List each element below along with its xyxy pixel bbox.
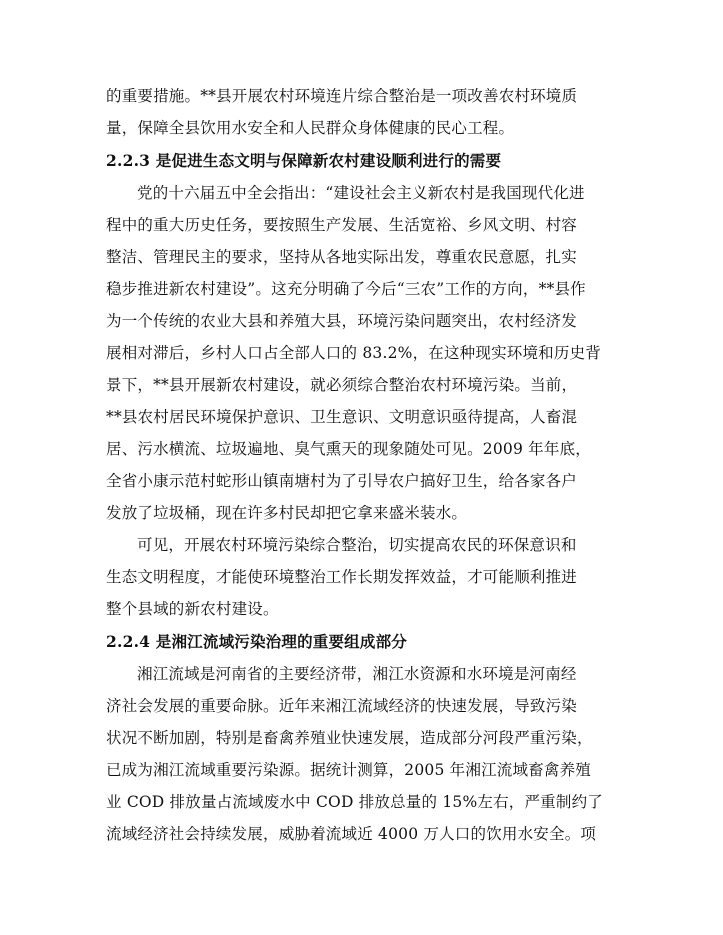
- section-number: 2.2.3: [106, 151, 151, 170]
- body-text-line: 业 COD 排放量占流域废水中 COD 排放总量的 15%左右，严重制约了: [106, 793, 603, 811]
- body-text-line: 的重要措施。**县开展农村环境连片综合整治是一项改善农村环境质: [106, 87, 578, 105]
- body-text-line: 已成为湘江流域重要污染源。据统计测算，2005 年湘江流域畜禽养殖: [106, 761, 591, 779]
- section-number: 2.2.4: [106, 632, 151, 651]
- body-text-line: **县农村居民环境保护意识、卫生意识、文明意识亟待提高，人畜混: [106, 408, 578, 426]
- body-text-line: 为一个传统的农业大县和养殖大县，环境污染问题突出，农村经济发: [106, 312, 578, 330]
- body-text-line: 状况不断加剧，特别是畜禽养殖业快速发展，造成部分河段严重污染，: [106, 729, 593, 747]
- body-text-line: 流域经济社会持续发展，威胁着流域近 4000 万人口的饮用水安全。项: [106, 825, 597, 843]
- section-heading-2-2-4: [106, 632, 407, 652]
- body-text-line: 湘江流域是河南省的主要经济带，湘江水资源和水环境是河南经: [137, 665, 577, 683]
- body-text-line: 景下，**县开展新农村建设，就必须综合整治农村环境污染。当前，: [106, 376, 578, 394]
- body-text-line: 居、污水横流、垃圾遍地、臭气熏天的现象随处可见。2009 年年底，: [106, 440, 591, 458]
- body-text-line: 程中的重大历史任务，要按照生产发展、生活宽裕、乡风文明、村容: [106, 216, 578, 234]
- body-text-line: 济社会发展的重要命脉。近年来湘江流域经济的快速发展，导致污染: [106, 697, 578, 715]
- body-text-line: 可见，开展农村环境污染综合整治，切实提高农民的环保意识和: [137, 536, 577, 554]
- body-text-line: 全省小康示范村蛇形山镇南塘村为了引导农户搞好卫生，给各家各户: [106, 472, 578, 490]
- section-title: 是湘江流域污染治理的重要组成部分: [155, 632, 407, 651]
- body-text-line: 生态文明程度，才能使环境整治工作长期发挥效益，才可能顺利推进: [106, 568, 578, 586]
- body-text-line: 整个县域的新农村建设。: [106, 600, 279, 618]
- section-heading-2-2-3: [106, 151, 501, 171]
- section-title: 是促进生态文明与保障新农村建设顺利进行的需要: [155, 151, 502, 170]
- body-text-line: 量，保障全县饮用水安全和人民群众身体健康的民心工程。: [106, 119, 515, 137]
- body-text-line: 党的十六届五中全会指出：“建设社会主义新农村是我国现代化进: [137, 184, 585, 202]
- body-text-line: 整洁、管理民主的要求，坚持从各地实际出发，尊重农民意愿，扎实: [106, 248, 578, 266]
- body-text-line: 发放了垃圾桶，现在许多村民却把它拿来盛米装水。: [106, 504, 468, 522]
- body-text-line: 稳步推进新农村建设”。这充分明确了今后“三农”工作的方向，**县作: [106, 280, 586, 298]
- body-text-line: 展相对滞后，乡村人口占全部人口的 83.2%，在这种现实环境和历史背: [106, 344, 601, 362]
